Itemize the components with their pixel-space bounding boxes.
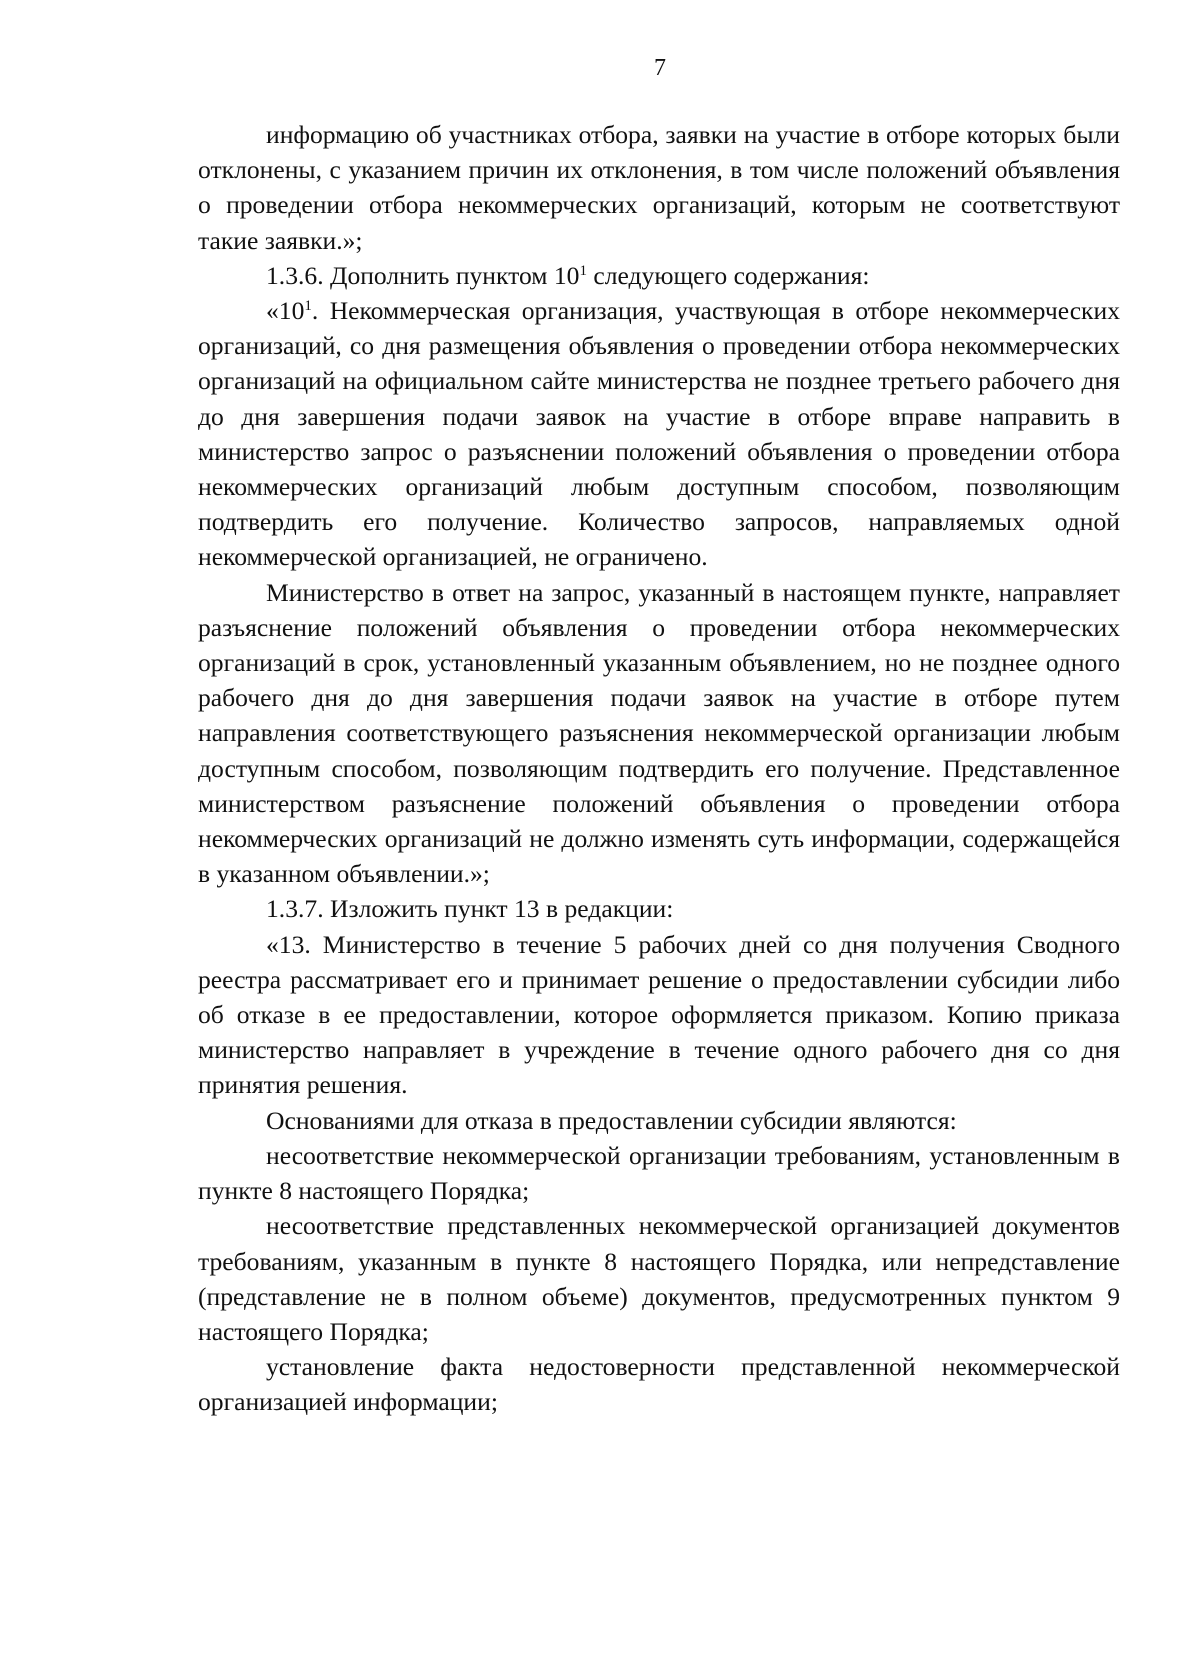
point-10-1-start: «10 [266, 296, 305, 326]
paragraph-ministry-reply: Министерство в ответ на запрос, указанный в настоящем пункте, направляет разъяснение положений объявления о проведении отбора некоммерческих организаций в срок, установленный указанным объявлением, но не позднее одного рабочего дня до дня завершения подачи заявок на участие в отборе путем направления соответствующего разъяснения некоммерческой организации любым доступным способом, позволяющим подтвердить его получение. Представленное министерством разъяснение положений объявления о проведении отбора некоммерческих организаций не должно изменять суть информации, содержащейся в указанном объявлении.»; [198, 577, 1120, 889]
paragraph-continuation: информацию об участниках отбора, заявки на участие в отборе которых были отклонены, с указанием причин их отклонения, в том числе положений объявления о проведении отбора некоммерческих организаций, которым не соответствуют такие заявки.»; [198, 120, 1120, 255]
page-number: 7 [654, 55, 666, 81]
superscript: 1 [304, 298, 312, 315]
paragraph-ground-2: несоответствие представленных некоммерческой организацией документов требованиям, указанным в пункте 8 настоящего Порядка, или непредставление (представление не в полном объеме) документов, предусмотренных пунктом 9 настоящего Порядка; [198, 1211, 1120, 1346]
document-body [198, 117, 1120, 1420]
paragraph-ground-1: несоответствие некоммерческой организации требованиям, установленным в пункте 8 настоящего Порядка; [198, 1140, 1120, 1206]
paragraph-ground-3: установление факта недостоверности представленной некоммерческой организацией информации; [198, 1352, 1120, 1417]
paragraph-item-1-3-6 [198, 258, 1120, 293]
point-10-1-text: . Некоммерческая организация, участвующая в отборе некоммерческих организаций, со дня размещения объявления о проведении отбора некоммерческих организаций на официальном сайте министерства не позднее третьего рабочего дня до дня завершения подачи заявок на участие в отборе вправе направить в министерство запрос о разъяснении положений объявления о проведении отбора некоммерческих организаций любым доступным способом, позволяющим подтвердить его получение. Количество запросов, направляемых одной некоммерческой организацией, не ограничено. [198, 296, 1120, 572]
paragraph-grounds-heading: Основаниями для отказа в предоставлении субсидии являются: [266, 1105, 957, 1135]
item-1-3-6-text-end: следующего содержания: [586, 260, 870, 290]
paragraph-point-10-1 [198, 293, 1120, 575]
item-1-3-6-text: 1.3.6. Дополнить пунктом 10 [266, 260, 580, 290]
paragraph-point-13: «13. Министерство в течение 5 рабочих дней со дня получения Сводного реестра рассматривает его и принимает решение о предоставлении субсидии либо об отказе в ее предоставлении, которое оформляется приказом. Копию приказа министерство направляет в учреждение в течение одного рабочего дня со дня принятия решения. [198, 929, 1120, 1100]
paragraph-item-1-3-7: 1.3.7. Изложить пункт 13 в редакции: [266, 894, 674, 924]
superscript: 1 [579, 262, 587, 279]
